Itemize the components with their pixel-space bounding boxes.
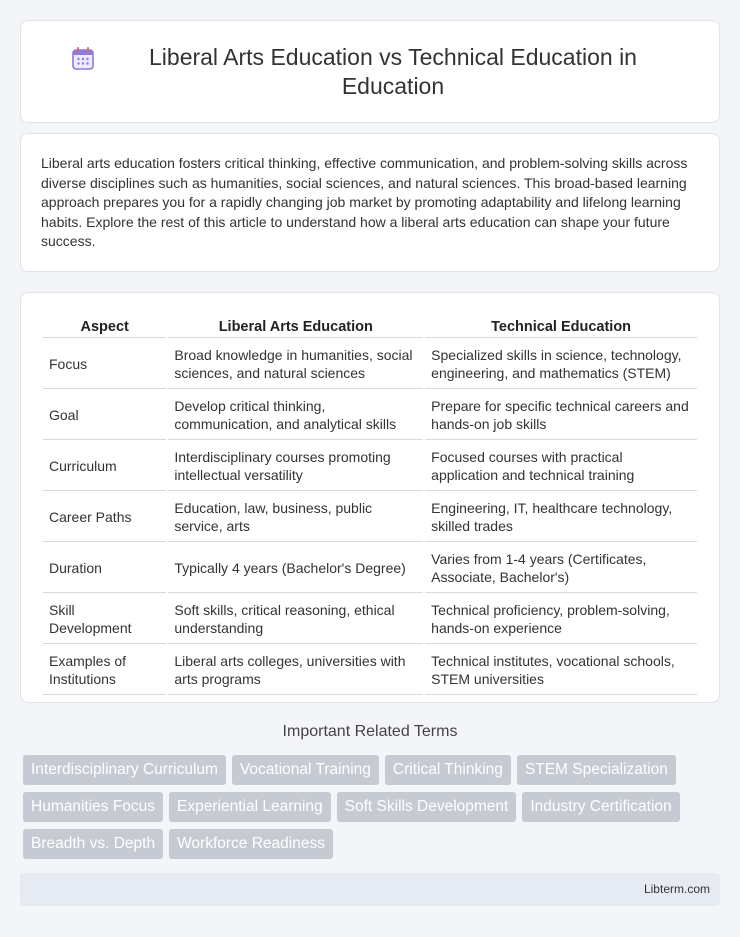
table-header-row xyxy=(43,315,697,338)
related-term-tag[interactable]: Critical Thinking xyxy=(385,755,511,785)
header-technical: Technical Education xyxy=(425,315,697,338)
table-row xyxy=(43,646,697,695)
related-term-tag[interactable]: Breadth vs. Depth xyxy=(23,829,163,859)
page-title: Liberal Arts Education vs Technical Education in Education xyxy=(149,43,637,99)
row-liberal-arts: Develop critical thinking, communication, and analytical skills xyxy=(168,391,423,440)
row-technical: Technical proficiency, problem-solving, hands-on experience xyxy=(425,595,697,644)
row-technical: Prepare for specific technical careers and hands-on job skills xyxy=(425,391,697,440)
footer-site-link[interactable]: Libterm.com xyxy=(643,882,710,896)
footer xyxy=(20,873,720,906)
row-liberal-arts: Broad knowledge in humanities, social sciences, and natural sciences xyxy=(168,340,423,389)
table-row xyxy=(43,340,697,389)
row-aspect: Examples of Institutions xyxy=(43,646,166,695)
table-row xyxy=(43,544,697,593)
calendar-icon xyxy=(70,46,96,72)
title-wrap xyxy=(70,43,670,101)
intro-paragraph: Liberal arts education fosters critical thinking, effective communication, and problem-solving skills across diverse disciplines such as humanities, social sciences, and natural sciences. This broad-based learning approach prepares you for a rapidly changing job market by promoting adaptability and lifelong learning habits. Explore the rest of this article to understand how a liberal arts education can shape your future success. xyxy=(41,155,688,249)
row-technical: Specialized skills in science, technology, engineering, and mathematics (STEM) xyxy=(425,340,697,389)
table-row xyxy=(43,595,697,644)
row-technical: Engineering, IT, healthcare technology, skilled trades xyxy=(425,493,697,542)
row-technical: Varies from 1-4 years (Certificates, Associate, Bachelor's) xyxy=(425,544,697,593)
title-card xyxy=(20,20,720,123)
row-aspect: Goal xyxy=(43,391,166,440)
related-term-tag[interactable]: Vocational Training xyxy=(232,755,379,785)
related-terms-title: Important Related Terms xyxy=(282,723,458,740)
comparison-table-card xyxy=(20,292,720,703)
related-term-tag[interactable]: STEM Specialization xyxy=(517,755,676,785)
row-aspect: Duration xyxy=(43,544,166,593)
row-liberal-arts: Soft skills, critical reasoning, ethical understanding xyxy=(168,595,423,644)
row-aspect: Career Paths xyxy=(43,493,166,542)
intro-card xyxy=(20,133,720,272)
related-terms-list xyxy=(23,755,713,866)
row-technical: Technical institutes, vocational schools, STEM universities xyxy=(425,646,697,695)
related-term-tag[interactable]: Industry Certification xyxy=(522,792,679,822)
row-liberal-arts: Typically 4 years (Bachelor's Degree) xyxy=(168,544,423,593)
row-technical: Focused courses with practical application and technical training xyxy=(425,442,697,491)
table-row xyxy=(43,442,697,491)
related-term-tag[interactable]: Humanities Focus xyxy=(23,792,163,822)
related-term-tag[interactable]: Workforce Readiness xyxy=(169,829,333,859)
related-term-tag[interactable]: Soft Skills Development xyxy=(337,792,517,822)
row-aspect: Skill Development xyxy=(43,595,166,644)
row-liberal-arts: Education, law, business, public service, arts xyxy=(168,493,423,542)
row-aspect: Curriculum xyxy=(43,442,166,491)
row-aspect: Focus xyxy=(43,340,166,389)
table-row xyxy=(43,391,697,440)
header-liberal-arts: Liberal Arts Education xyxy=(168,315,423,338)
table-row xyxy=(43,493,697,542)
row-liberal-arts: Interdisciplinary courses promoting intellectual versatility xyxy=(168,442,423,491)
related-term-tag[interactable]: Interdisciplinary Curriculum xyxy=(23,755,226,785)
header-aspect: Aspect xyxy=(43,315,166,338)
row-liberal-arts: Liberal arts colleges, universities with arts programs xyxy=(168,646,423,695)
related-term-tag[interactable]: Experiential Learning xyxy=(169,792,331,822)
comparison-table xyxy=(41,313,699,697)
